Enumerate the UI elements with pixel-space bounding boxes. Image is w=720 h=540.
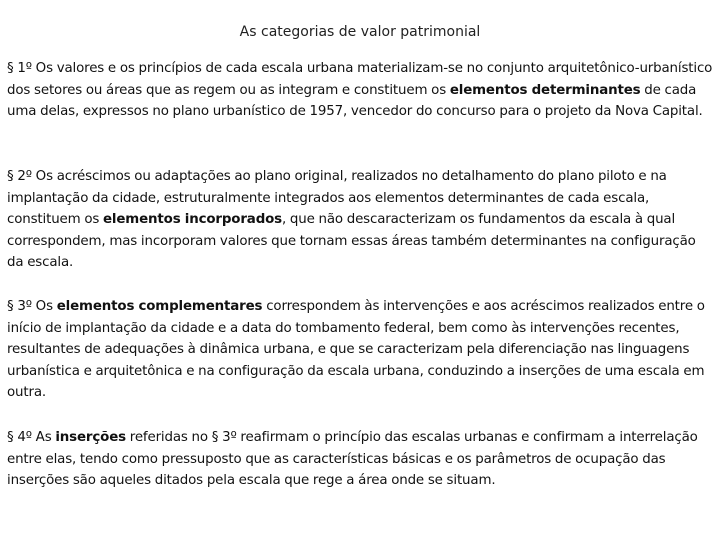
- paragraph-2: [7, 166, 713, 274]
- paragraph-1-bold-term: elementos determinantes: [449, 82, 641, 98]
- paragraph-3-text-a: § 3º Os: [7, 299, 57, 314]
- paragraph-4: [7, 427, 713, 492]
- paragraph-3-text-b: correspondem às intervenções e aos acréscimos realizados entre o início de implantação da cidade e a data do tombamento federal, bem como às intervenções recentes, resultantes de adequações à dinâmica urbana, e que se caracterizam pela diferenciação nas linguagens urbanística e arquitetônica e na configuração da escala urbana, conduzindo a inserções de uma escala em outra.: [7, 299, 705, 401]
- paragraph-2-bold-term: elementos incorporados: [103, 212, 282, 228]
- paragraph-4-text-a: § 4º As: [7, 430, 56, 445]
- paragraph-4-text-b: referidas no § 3º reafirmam o princípio das escalas urbanas e confirmam a interrelação entre elas, tendo como pressuposto que as características básicas e os parâmetros de ocupação das inserções são aqueles ditados pela escala que rege a área onde se situam.: [7, 430, 698, 489]
- paragraph-1-text-a: § 1º Os valores e os princípios de cada escala urbana materializam-se no conjunto arquitetônico-urbanístico dos setores ou áreas que as regem ou as integram e constituem os: [7, 61, 713, 98]
- page-title: As categorias de valor patrimonial: [239, 24, 481, 40]
- paragraph-2-text-b: , que não descaracterizam os fundamentos da escala à qual correspondem, mas incorporam valores que tornam essas áreas também determinantes na configuração da escala.: [7, 212, 696, 271]
- paragraph-3: [7, 296, 713, 404]
- paragraph-2-text-a: § 2º Os acréscimos ou adaptações ao plano original, realizados no detalhamento do plano piloto e na implantação da cidade, estruturalmente integrados aos elementos determinantes de cada escala, constituem os: [7, 169, 667, 228]
- paragraph-4-bold-term: inserções: [55, 430, 126, 445]
- paragraph-1-text-b: de cada uma delas, expressos no plano urbanístico de 1957, vencedor do concurso para o projeto da Nova Capital.: [7, 82, 703, 120]
- paragraph-3-bold-term: elementos complementares: [56, 299, 263, 314]
- paragraph-1: [7, 58, 713, 123]
